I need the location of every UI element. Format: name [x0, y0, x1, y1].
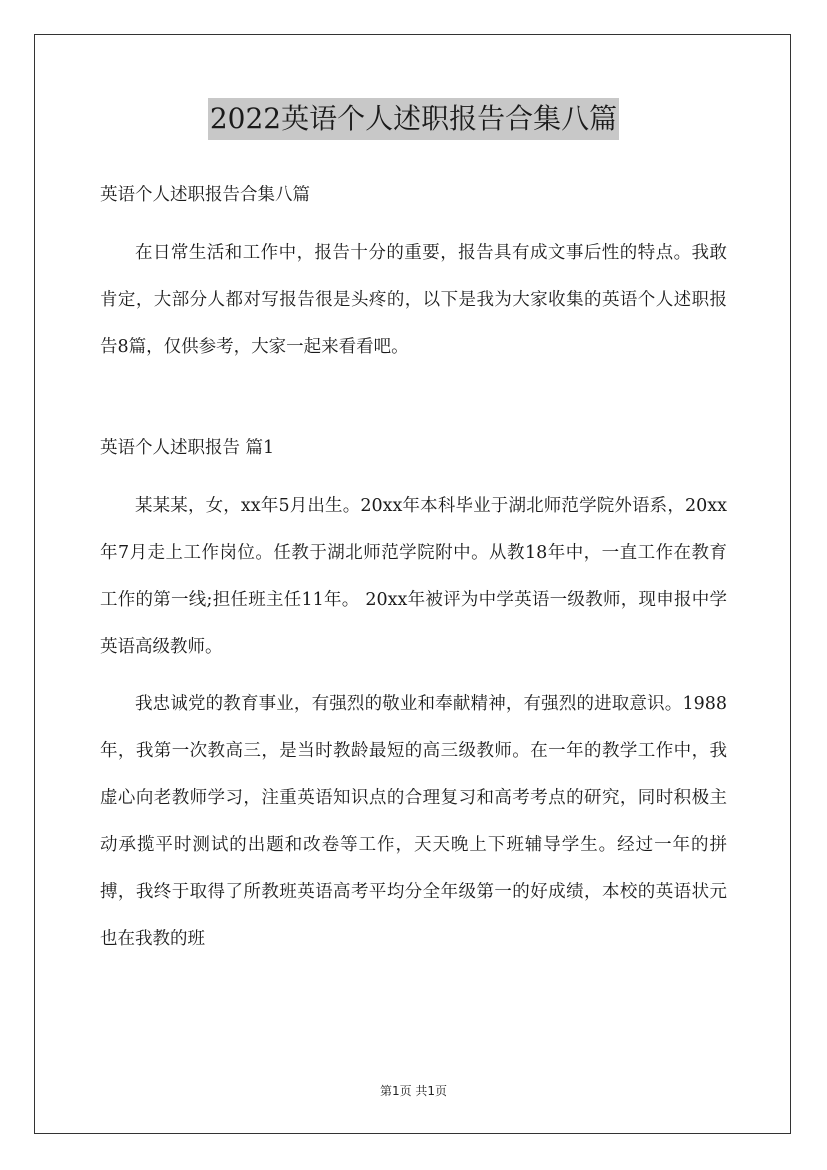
document-title: 2022英语个人述职报告合集八篇 [208, 98, 619, 140]
body-paragraph-1: 某某某，女，xx年5月出生。20xx年本科毕业于湖北师范学院外语系，20xx年7月走上工作岗位。任教于湖北师范学院附中。从教18年中，一直工作在教育工作的第一线;担任班主任11年。 20xx年被评为中学英语一级教师，现申报中学英语高级教师。 [100, 496, 727, 657]
body-paragraph-2: 我忠诚党的教育事业，有强烈的敬业和奉献精神，有强烈的进取意识。1988年，我第一次教高三，是当时教龄最短的高三级教师。在一年的教学工作中，我虚心向老教师学习，注重英语知识点的合理复习和高考考点的研究，同时积极主动承揽平时测试的出题和改卷等工作，天天晚上下班辅导学生。经过一年的拼搏，我终于取得了所教班英语高考平均分全年级第一的好成绩，本校的英语状元也在我教的班 [100, 694, 727, 949]
page-number-footer: 第1页 共1页 [379, 1084, 448, 1098]
section-heading: 英语个人述职报告 篇1 [100, 438, 275, 458]
title-container [0, 98, 827, 140]
document-subtitle: 英语个人述职报告合集八篇 [100, 185, 310, 205]
spacer [100, 671, 727, 681]
spacer [100, 371, 727, 429]
document-body [100, 176, 727, 963]
intro-paragraph: 在日常生活和工作中，报告十分的重要，报告具有成文事后性的特点。我敢肯定，大部分人都对写报告很是头疼的，以下是我为大家收集的英语个人述职报告8篇，仅供参考，大家一起来看看吧。 [100, 243, 727, 357]
